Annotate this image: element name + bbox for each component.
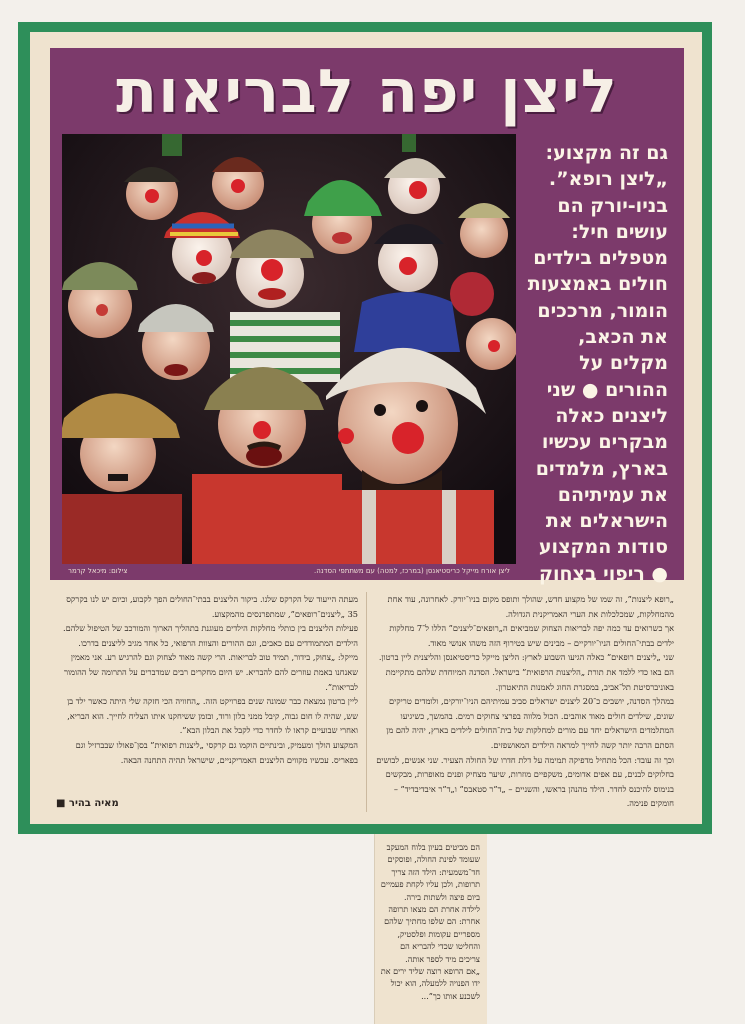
article-column-right bbox=[376, 592, 674, 811]
paragraph: ליין ברטון נמצאת כבר שמונה שנים בפרויקט הזה. „החוויה הכי חזקה שלי היתה כאשר ילד בן שש, שהיה לו חום גבוה, קיבל ממני בלון ורוד, ובזמן ששיחקנו איתו הצליח לחייך. הוא הבריא, ואחרי שבועיים קראו לו לחדר כדי לקבל את הבלון הבא”. bbox=[67, 696, 358, 736]
paragraph: הם מביטים בעיון בלוח המעקב שעומד לפינת החולה, ופוסקים חד־משמעית: הילד הזה צריך תרופות, ולכן עליו לקחת פעמיים ביום פיצה ולשתות בירה. bbox=[380, 843, 480, 902]
paragraph: „אם הרופא רוצה שליד ירים את ידו הפנויה ללמעלה, הוא יכול לשכנע אותו כך”... bbox=[380, 967, 480, 1001]
lede-text: גם זה מקצוע: „ליצן רופא”. בניו-יורק הם עושים חיל: מטפלים בילדים חולים באמצעות הומור, מרככים את הכאב, מקלים על ההורים ● שני ליצנים כאלה מבקרים עכשיו בארץ, מלמדים את עמיתיהם הישראלים את סודות המקצוע ● ריפוי בצחוק bbox=[527, 142, 668, 585]
paragraph: שני „ליצנים רופאים” כאלה הגיעו השבוע לארץ: הליצן מייקל כריסטיאנסן והליצנית ליין ברטון. הם באו כדי ללמד את תורת „הליצנות הרפואית” בישראל. הסדנה המיוחדת שלהם מתקיימת באוניברסיטת תל־אביב, במסגרת החוג לאמנות התיאטרון. bbox=[378, 652, 674, 692]
byline: מאיה בהיר ■ bbox=[56, 798, 119, 809]
paragraph: מייקל: „צחוק, בידור, תמיד טוב לבריאות. הרי קשה מאוד לצחוק וגם להרגיש רע. אני מאמין שאנחנו באמת עוזרים להם להבריא. יש היום מחקרים רבים שמדברים על התרומה של ההומור לבריאות”. bbox=[64, 652, 358, 692]
paragraph: במהלך הסדנה, יושבים כ־20 ליצנים ישראלים סביב עמיתיהם הניו־יורקים, ולומדים טריקים שונים, שילדים חולים מאוד אוהבים. הכול מלווה בפרצי צחוקים רמים. בהמשך, כשיגיעו המתלמדים הישראלים יחד עם מורים למחלקות של בית־החולים לילדים בארץ, יהיה להם מן הסתם הרבה יותר קשה לחייך למראה הילדים המאושפזים. bbox=[386, 696, 674, 750]
paragraph: מעתה הייעוד של הקרקס שלנו. ביקור הליצנים בבתי־החולים הפך לקבוע, וכיום יש לנו בקרקס 35 „ליצנים־רופאים”, שמתפרנסים מהמקצוע. bbox=[66, 594, 358, 619]
headline: ליצן יפה לבריאות bbox=[116, 57, 618, 127]
paragraph: „רופא ליצנות”, זה שמו של מקצוע חדש, שהולך ותופס מקום בניו־יורק. לאחרונה, עוד אחת מהמחלקות, שמכלכלות את הערי האמריקנית הגדולה. bbox=[387, 594, 674, 619]
paragraph: פעילות הליצנים בין כותלי מחלקות הילדים מעוגנת בתהליך הארוך והמורכב של הטיפול שלהם. הילדים המתמודדים עם כאבים, וגם ההורים והצוות הרפואי, כל אחד מגיב לליצנים בדרכו. bbox=[63, 623, 358, 648]
paragraph: לילדה אחרת הם מצאו תרופה אחרת: הם שלפו מחתיך שלהם מספריים עקומות ופלסטיק, והחליטו שכדי להבריא הם צריכים מיד לספר אותה. bbox=[384, 905, 480, 964]
paragraph: אך כשרואים עד כמה יפה לבריאות הצחוק שמביאים ה„רופאים־ליצנים” הללו ל־7 מחלקות ילדים בבתי־החולים הניו־יורקיים – מבינים שיש בטירוף הזה משהו אנושי מאוד. bbox=[389, 623, 674, 648]
clowns-photo-illustration bbox=[62, 134, 516, 564]
column-divider bbox=[366, 592, 367, 812]
paragraph: המקצוע הולך ומעמיק, ובינתיים הוקמו גם קרקסי „ליצנות רפואית” בסן־פאולו שבברזיל וגם בפאריס. עכשיו מקווים הליצנים האמריקניים, שישראל תהיה התחנה הבאה. bbox=[75, 739, 358, 765]
paragraph: וכך זה עובד: הכל מתחיל מדפיקה תמימה על דלת חדרו של החולה הצעיר. שני אנשים, לבושים בחלוקים לבנים, עם אפים אדומים, משקפיים מוזרות, שיער מצחיק ופנים מאופרות, מבקשים בנימוס להיכנס לחדר. הילד מהנהן בראשו, והשניים – „ד”ר סטאבס” ו„ד”ר איבדיבדיד” – חומקים פנימה. bbox=[376, 754, 674, 809]
photo-caption: ליצן אורח מייקל כריסטיאנסן (במרכז, למטה) עם משתתפי הסדנה. bbox=[314, 567, 510, 575]
photo-caption-bar bbox=[62, 564, 516, 578]
article-tail-column bbox=[380, 842, 480, 1003]
article-column-left bbox=[60, 592, 358, 767]
clowns-photo bbox=[62, 134, 516, 564]
photo-credit: צילום: מיכאל קרמר bbox=[68, 567, 128, 575]
